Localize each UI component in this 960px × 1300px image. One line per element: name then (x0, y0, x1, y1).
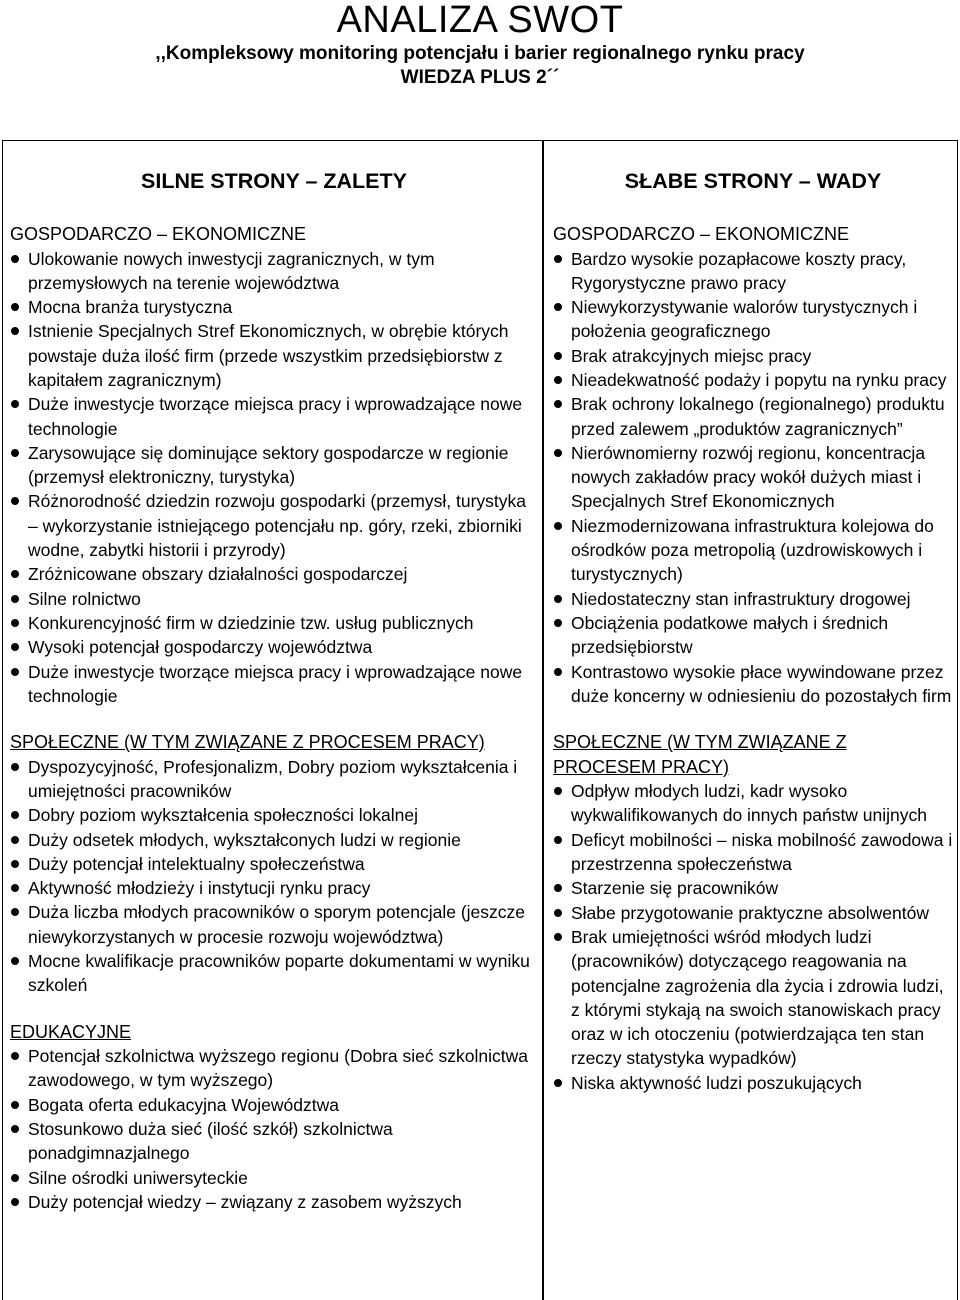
list-item (553, 392, 953, 441)
list-item (10, 876, 538, 900)
bullet-icon (11, 570, 19, 578)
document-title: ANALIZA SWOT (336, 0, 624, 41)
list-item (10, 852, 538, 876)
bullet-icon (554, 352, 562, 360)
list-item (10, 441, 538, 490)
list-item (553, 925, 953, 1071)
bullet-icon (554, 909, 562, 917)
bullet-icon (554, 836, 562, 844)
bullet-icon (554, 668, 562, 676)
list-item (553, 514, 953, 587)
list-item-text: Deficyt mobilności – niska mobilność zawodowa i przestrzenna społeczeństwa (571, 829, 953, 875)
list-item (553, 611, 953, 660)
list-item-text: Brak umiejętności wśród młodych ludzi (pracowników) dotyczącego reagowania na potencjalne zagrożenia dla życia i zdrowia ludzi, z którymi stykają na swoich stanowiskach pracy oraz w ich otoczeniu (potwierdzająca ten stan rzeczy statystyka wypadków) (571, 926, 944, 1069)
list-item-text: Potencjał szkolnictwa wyższego regionu (Dobra sieć szkolnictwa zawodowego, w tym wyższego) (28, 1046, 528, 1091)
list-item-text: Dyspozycyjność, Profesjonalizm, Dobry poziom wykształcenia i umiejętności pracowników (28, 756, 518, 801)
section-title: EDUKACYJNE (10, 1021, 132, 1042)
bullet-icon (11, 400, 19, 408)
weaknesses-sections (553, 222, 953, 1095)
section-spacer (10, 708, 538, 730)
list-item-text: Bardzo wysokie pozapłacowe koszty pracy, Rygorystyczne prawo pracy (571, 248, 907, 293)
list-item (10, 660, 538, 709)
list-item (553, 876, 953, 900)
bullet-icon (11, 957, 19, 965)
bullet-icon (11, 327, 19, 335)
list-item-text: Silne ośrodki uniwersyteckie (28, 1167, 248, 1188)
section-spacer (553, 708, 953, 730)
bullet-icon (11, 255, 19, 263)
bullet-icon (554, 400, 562, 408)
subtitle-line-1: ,,Kompleksowy monitoring potencjału i barier regionalnego rynku pracy (155, 43, 805, 64)
section-title: SPOŁECZNE (W TYM ZWIĄZANE Z PROCESEM PRACY) (553, 732, 847, 777)
list-item (10, 611, 538, 635)
list-item-text: Odpływ młodych ludzi, kadr wysoko wykwalifikowanych do innych państw unijnych (571, 781, 928, 826)
section-title: GOSPODARCZO – EKONOMICZNE (10, 224, 307, 244)
list-item-text: Konkurencyjność firm w dziedzinie tzw. usług publicznych (28, 612, 474, 633)
list-item-text: Mocna branża turystyczna (28, 297, 233, 318)
bullet-list (553, 779, 953, 1095)
bullet-icon (11, 1125, 19, 1133)
list-item (10, 562, 538, 586)
bullet-icon (11, 836, 19, 844)
list-item (553, 901, 953, 925)
list-item-text: Niewykorzystywanie walorów turystycznych i położenia geograficznego (571, 297, 918, 342)
bullet-icon (11, 449, 19, 457)
list-item (10, 319, 538, 392)
list-item-text: Nierównomierny rozwój regionu, koncentracja nowych zakładów pracy wokół dużych miast i Specjalnych Stref Ekonomicznych (571, 442, 926, 512)
bullet-icon (11, 1052, 19, 1060)
list-item (553, 368, 953, 392)
bullet-list (10, 247, 538, 709)
list-item (10, 247, 538, 296)
bullet-icon (11, 643, 19, 651)
list-item (10, 587, 538, 611)
bullet-icon (11, 811, 19, 819)
list-item-text: Duży potencjał wiedzy – związany z zasobem wyższych (28, 1191, 462, 1212)
bullet-icon (554, 595, 562, 603)
bullet-icon (11, 668, 19, 676)
list-item (553, 779, 953, 828)
bullet-icon (554, 255, 562, 263)
bullet-icon (554, 376, 562, 384)
list-item (10, 635, 538, 659)
bullet-list (10, 755, 538, 998)
column-divider (542, 140, 544, 1300)
list-item-text: Zróżnicowane obszary działalności gospodarczej (28, 564, 408, 585)
list-item (553, 1071, 953, 1095)
list-item-text: Brak atrakcyjnych miejsc pracy (571, 345, 812, 366)
bullet-icon (11, 303, 19, 311)
list-item (10, 949, 538, 998)
list-item-text: Obciążenia podatkowe małych i średnich przedsiębiorstw (571, 612, 889, 658)
bullet-icon (11, 908, 19, 916)
list-item-text: Zarysowujące się dominujące sektory gospodarcze w regionie (przemysł elektroniczny, turystyka) (28, 442, 509, 488)
weaknesses-heading: SŁABE STRONY – WADY (624, 169, 882, 193)
list-item (553, 660, 953, 709)
list-item-text: Różnorodność dziedzin rozwoju gospodarki (przemysł, turystyka – wykorzystanie istniejącego potencjału np. góry, rzeki, zbiorniki wodne, zabytki historii i przyrody) (28, 491, 526, 561)
list-item (553, 247, 953, 296)
bullet-icon (554, 787, 562, 795)
bullet-list (553, 247, 953, 709)
list-item-text: Stosunkowo duża sieć (ilość szkół) szkolnictwa ponadgimnazjalnego (28, 1119, 393, 1164)
strengths-heading: SILNE STRONY – ZALETY (141, 169, 407, 193)
list-item (10, 803, 538, 827)
list-item-text: Duża liczba młodych pracowników o sporym potencjale (jeszcze niewykorzystanych w procesie rozwoju województwa) (28, 902, 526, 947)
section-spacer (10, 998, 538, 1020)
bullet-icon (11, 884, 19, 892)
list-item-text: Niedostateczny stan infrastruktury drogowej (571, 588, 911, 609)
list-item-text: Kontrastowo wysokie płace wywindowane przez duże koncerny w odniesieniu do pozostałych firm (571, 661, 952, 706)
list-item (10, 828, 538, 852)
list-item (10, 489, 538, 562)
bullet-icon (554, 884, 562, 892)
list-item-text: Istnienie Specjalnych Stref Ekonomicznych, w obrębie których powstaje duża ilość firm (przede wszystkim przedsiębiorstw z kapitałem zagranicznym) (28, 321, 509, 390)
bullet-icon (554, 1079, 562, 1087)
bullet-icon (554, 933, 562, 941)
list-item (553, 441, 953, 514)
bullet-icon (11, 860, 19, 868)
weaknesses-column (553, 140, 953, 1095)
bullet-icon (11, 497, 19, 505)
list-item-text: Mocne kwalifikacje pracowników poparte dokumentami w wyniku szkoleń (28, 951, 530, 996)
bullet-icon (554, 619, 562, 627)
list-item (10, 1117, 538, 1166)
list-item-text: Słabe przygotowanie praktyczne absolwentów (571, 902, 929, 923)
list-item-text: Dobry poziom wykształcenia społeczności lokalnej (28, 805, 419, 826)
bullet-icon (554, 449, 562, 457)
list-item (10, 1044, 538, 1093)
bullet-icon (11, 1101, 19, 1109)
strengths-sections (10, 222, 538, 1214)
list-item-text: Ulokowanie nowych inwestycji zagranicznych, w tym przemysłowych na terenie województwa (28, 248, 435, 293)
list-item (10, 295, 538, 319)
bullet-icon (11, 595, 19, 603)
list-item (553, 295, 953, 344)
list-item (10, 900, 538, 949)
subtitle-line-2: WIEDZA PLUS 2´´ (400, 67, 560, 88)
list-item (10, 1190, 538, 1214)
list-item (553, 344, 953, 368)
list-item-text: Duży odsetek młodych, wykształconych ludzi w regionie (28, 829, 461, 850)
list-item-text: Nieadekwatność podaży i popytu na rynku pracy (571, 369, 947, 390)
list-item-text: Niska aktywność ludzi poszukujących (571, 1072, 862, 1093)
list-item-text: Starzenie się pracowników (571, 878, 779, 899)
list-item (10, 1166, 538, 1190)
list-item-text: Silne rolnictwo (28, 588, 141, 609)
bullet-icon (11, 1198, 19, 1206)
list-item (10, 392, 538, 441)
list-item-text: Bogata oferta edukacyjna Województwa (28, 1094, 339, 1115)
list-item-text: Aktywność młodzieży i instytucji rynku pracy (28, 878, 371, 899)
list-item-text: Duże inwestycje tworzące miejsca pracy i wprowadzające nowe technologie (28, 661, 523, 706)
bullet-icon (11, 763, 19, 771)
list-item-text: Duży potencjał intelektualny społeczeństwa (28, 853, 365, 874)
section-title: GOSPODARCZO – EKONOMICZNE (553, 224, 850, 244)
list-item-text: Duże inwestycje tworzące miejsca pracy i wprowadzające nowe technologie (28, 394, 523, 439)
list-item-text: Wysoki potencjał gospodarczy województwa (28, 637, 373, 658)
bullet-list (10, 1044, 538, 1214)
section-title: SPOŁECZNE (W TYM ZWIĄZANE Z PROCESEM PRACY) (10, 732, 485, 753)
list-item-text: Niezmodernizowana infrastruktura kolejowa do ośrodków poza metropolią (uzdrowiskowych i turystycznych) (571, 515, 934, 585)
bullet-icon (11, 1174, 19, 1182)
strengths-column (10, 140, 538, 1214)
list-item (553, 587, 953, 611)
list-item-text: Brak ochrony lokalnego (regionalnego) produktu przed zalewem „produktów zagranicznych” (571, 394, 945, 439)
list-item (10, 755, 538, 804)
bullet-icon (554, 522, 562, 530)
list-item (553, 828, 953, 877)
bullet-icon (11, 619, 19, 627)
bullet-icon (554, 303, 562, 311)
list-item (10, 1093, 538, 1117)
